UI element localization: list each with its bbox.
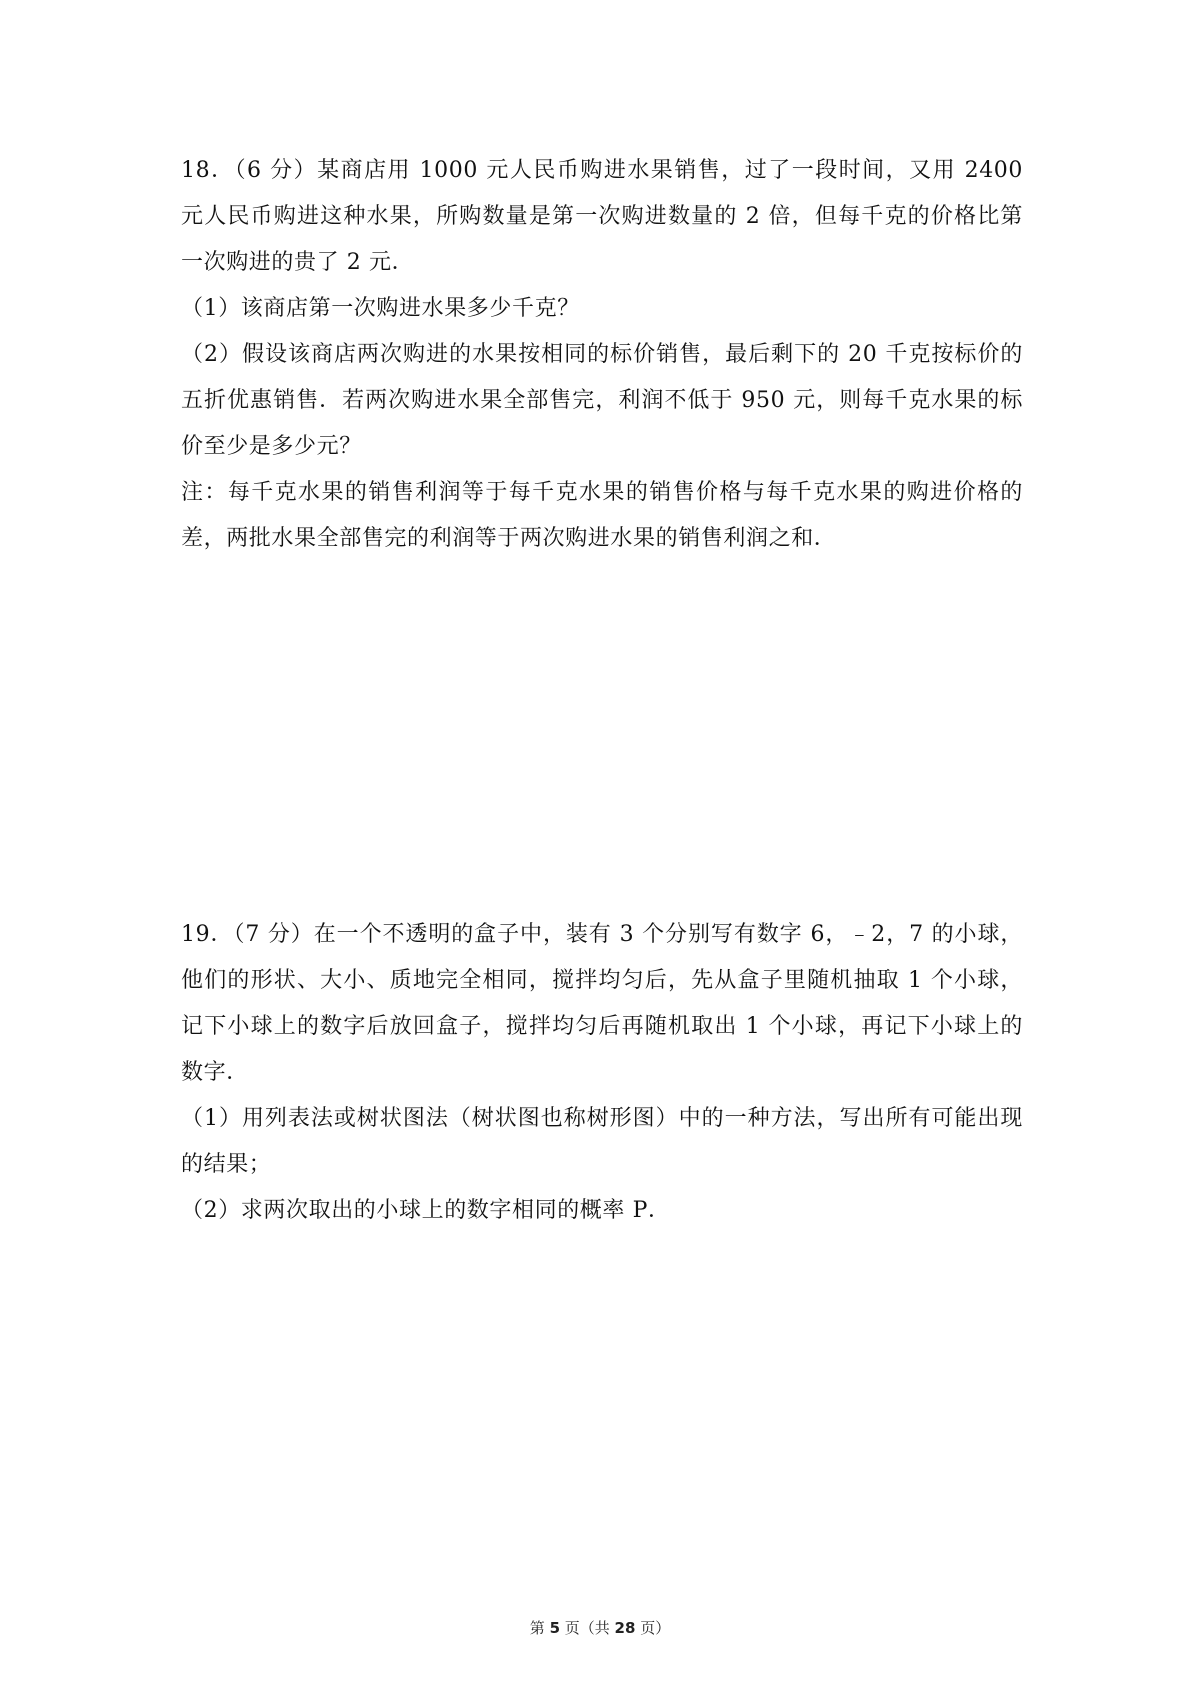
problem-19-stem: 19．（7 分）在一个不透明的盒子中，装有 3 个分别写有数字 6，﹣2，7 的小球，他们的形状、大小、质地完全相同，搅拌均匀后，先从盒子里随机抽取 1 个小球，记下小球上的数字后放回盒子，搅拌均匀后再随机取出 1 个小球，再记下小球上的数字． (181, 922, 1023, 1085)
footer-page-number: 5 (549, 1619, 560, 1637)
problem-19 (181, 912, 1023, 1234)
problem-19-question-1: （1）用列表法或树状图法（树状图也称树形图）中的一种方法，写出所有可能出现的结果； (181, 1106, 1023, 1177)
footer-suffix: 页） (635, 1619, 671, 1637)
problem-18-note: 注：每千克水果的销售利润等于每千克水果的销售价格与每千克水果的购进价格的差，两批水果全部售完的利润等于两次购进水果的销售利润之和． (181, 480, 1023, 551)
problem-18 (181, 148, 1023, 562)
problem-18-question-1: （1）该商店第一次购进水果多少千克？ (181, 296, 580, 321)
footer-prefix: 第 (529, 1619, 550, 1637)
footer-middle: 页（共 (560, 1619, 615, 1637)
footer-total-pages: 28 (614, 1619, 636, 1637)
problem-19-question-2: （2）求两次取出的小球上的数字相同的概率 P． (181, 1198, 671, 1223)
page-footer (0, 1618, 1200, 1638)
problem-18-question-2: （2）假设该商店两次购进的水果按相同的标价销售，最后剩下的 20 千克按标价的五折优惠销售．若两次购进水果全部售完，利润不低于 950 元，则每千克水果的标价至少是多少元？ (181, 342, 1023, 459)
problem-18-stem: 18．（6 分）某商店用 1000 元人民币购进水果销售，过了一段时间，又用 2400 元人民币购进这种水果，所购数量是第一次购进数量的 2 倍，但每千克的价格比第一次购进的贵了 2 元． (181, 158, 1023, 275)
